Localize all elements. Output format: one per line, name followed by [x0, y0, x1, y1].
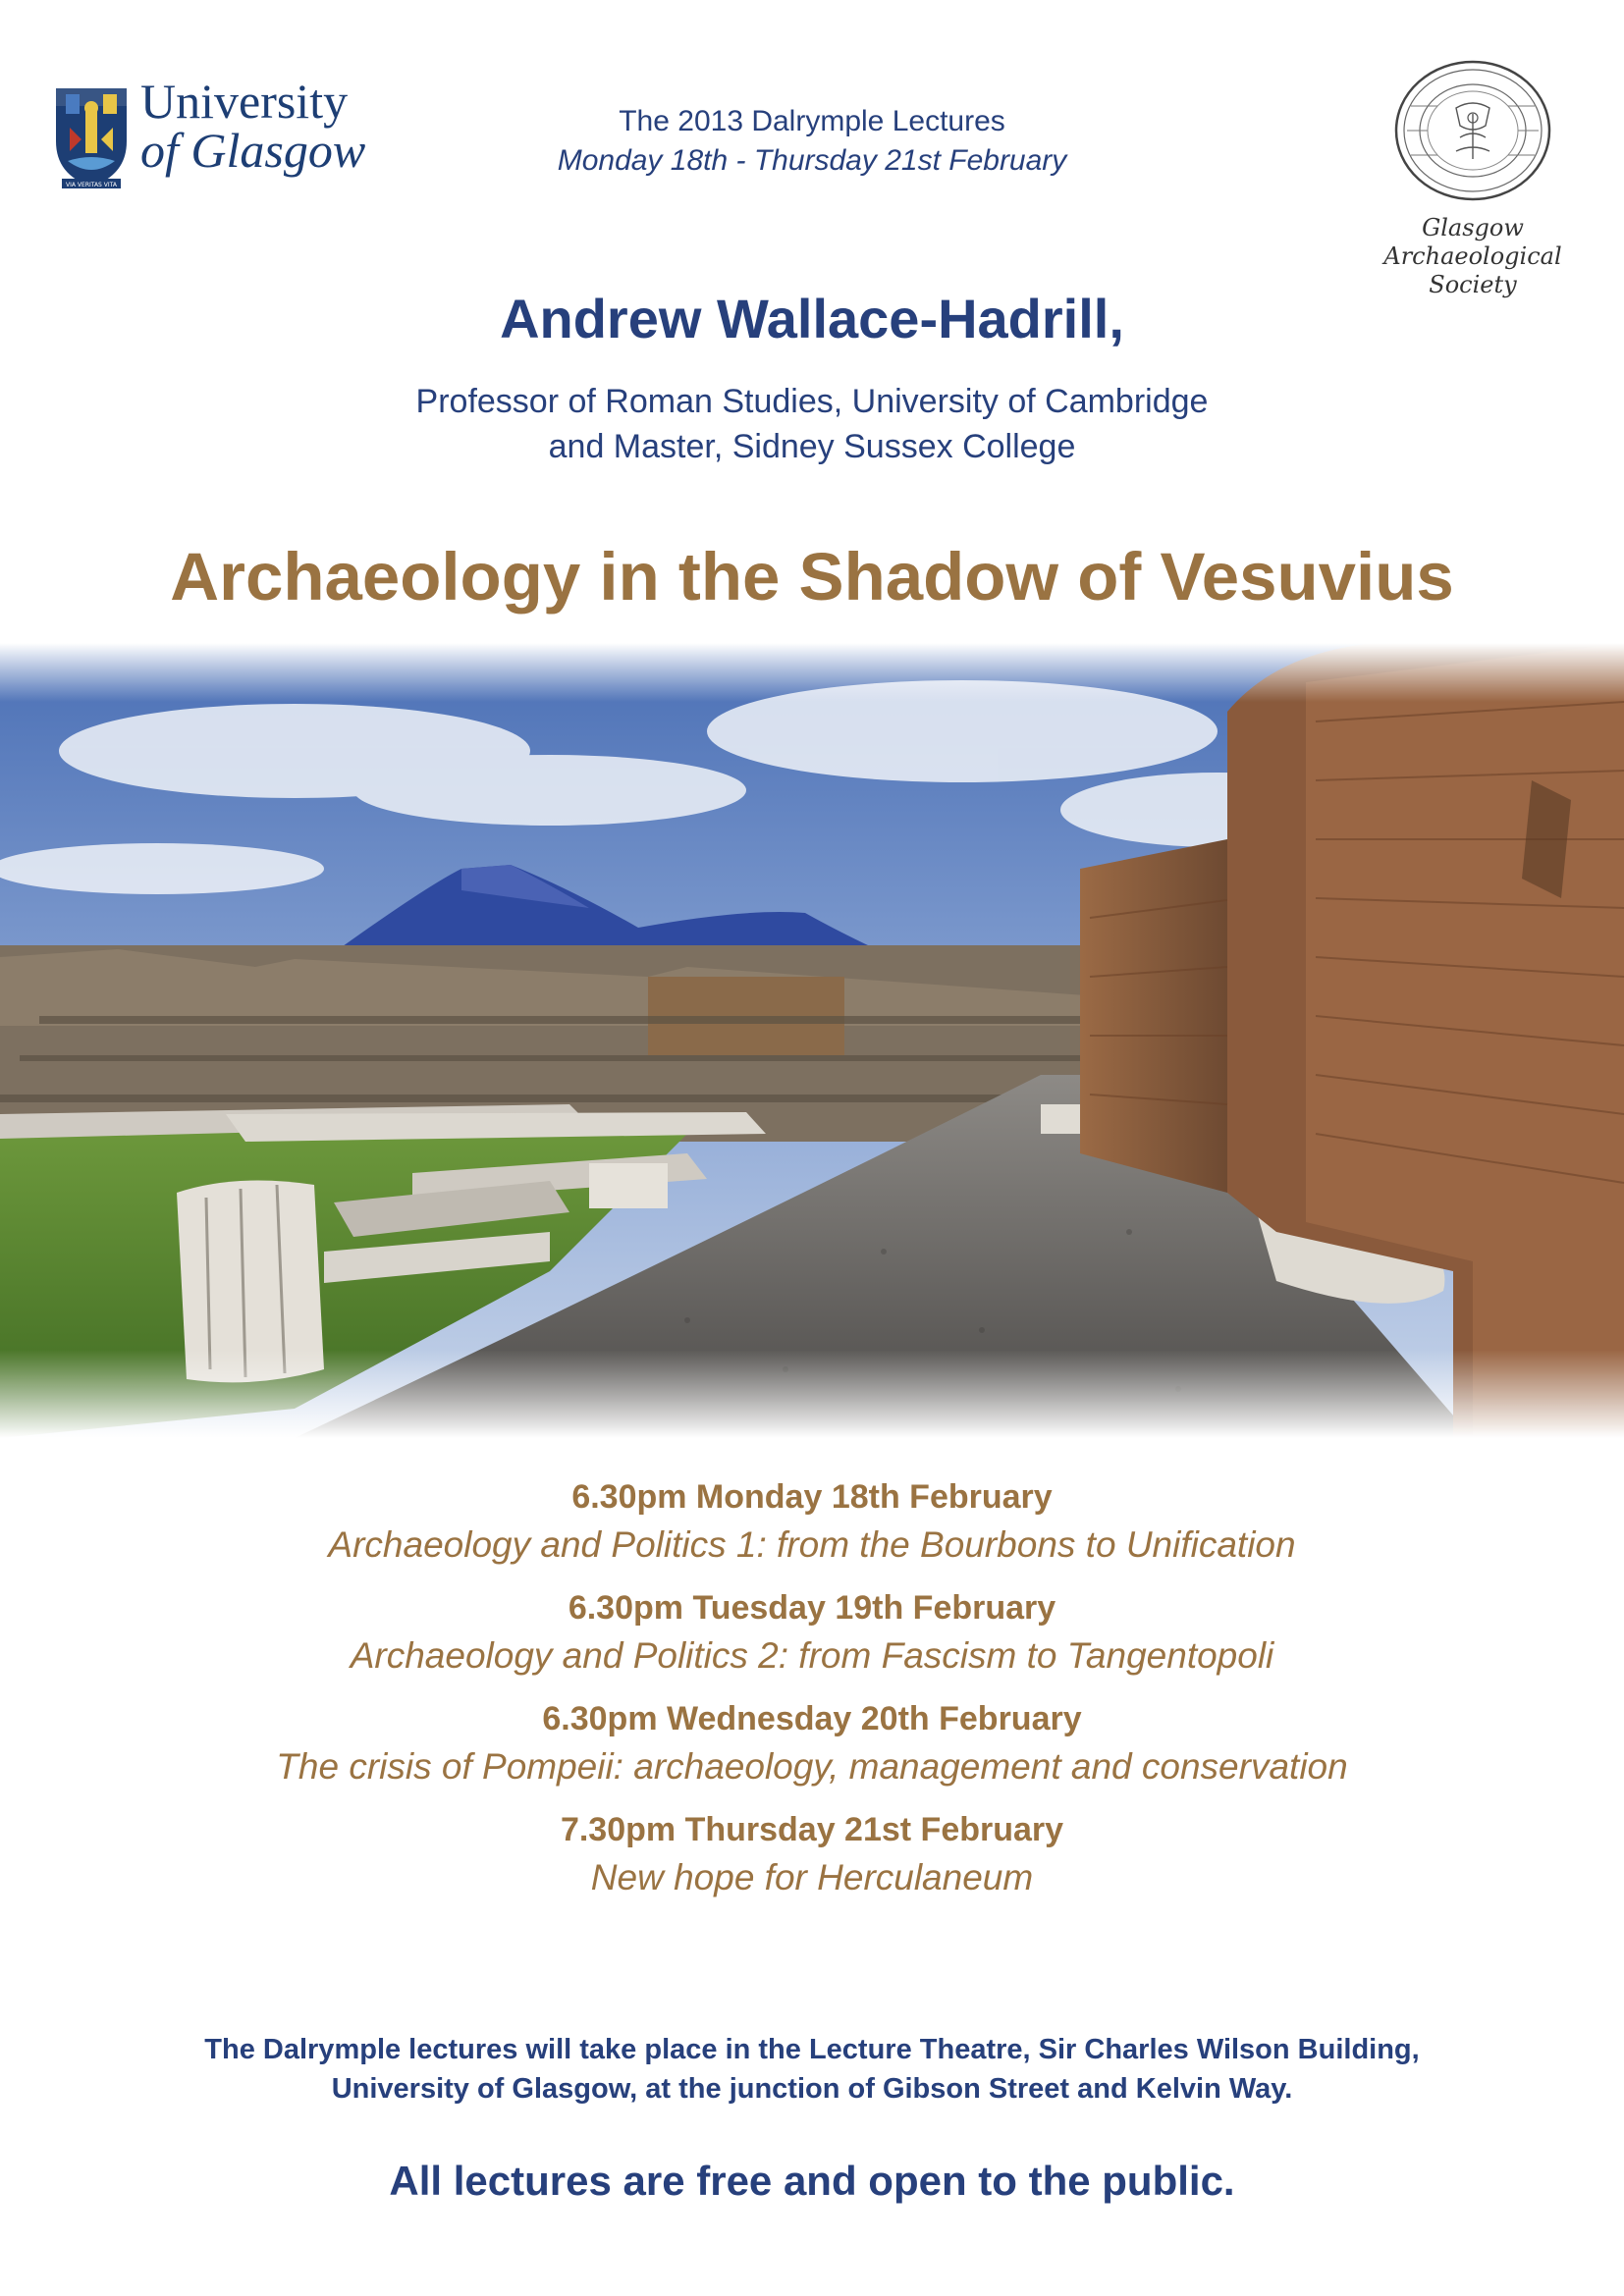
lecture-time: 6.30pm Tuesday 19th February — [568, 1589, 1056, 1627]
lecture-time: 7.30pm Thursday 21st February — [560, 1811, 1064, 1848]
affiliation-line1: Professor of Roman Studies, University of Cambridge — [415, 383, 1209, 420]
lecture-item — [0, 1585, 1624, 1681]
society-name-line1: Glasgow — [1422, 214, 1524, 241]
speaker-name: Andrew Wallace-Hadrill, — [500, 288, 1124, 349]
series-title: The 2013 Dalrymple Lectures — [619, 105, 1005, 137]
society-seal-icon — [1391, 57, 1554, 204]
lecture-title: Archaeology and Politics 2: from Fascism to Tangentopoli — [350, 1635, 1274, 1676]
lecture-time: 6.30pm Wednesday 20th February — [542, 1700, 1082, 1737]
lecture-series-title: Archaeology in the Shadow of Vesuvius — [170, 539, 1454, 614]
lecture-title: New hope for Herculaneum — [590, 1857, 1034, 1897]
affiliation-line2: and Master, Sidney Sussex College — [548, 428, 1076, 465]
venue-info — [0, 2030, 1624, 2109]
society-logo — [1360, 57, 1586, 312]
university-motto: VIA VERITAS VITA — [66, 182, 117, 188]
university-name-line1: University — [140, 74, 349, 129]
series-dates: Monday 18th - Thursday 21st February — [557, 144, 1067, 177]
lecture-item — [0, 1807, 1624, 1902]
lecture-title: The crisis of Pompeii: archaeology, management and conservation — [276, 1746, 1348, 1787]
lecture-schedule — [0, 1474, 1624, 1918]
lecture-item — [0, 1474, 1624, 1570]
lecture-item — [0, 1696, 1624, 1791]
lecture-title: Archaeology and Politics 1: from the Bourbons to Unification — [328, 1524, 1296, 1565]
venue-line2: University of Glasgow, at the junction of Gibson Street and Kelvin Way. — [331, 2073, 1293, 2105]
speaker-affiliation — [0, 379, 1624, 469]
university-name-line2: of Glasgow — [140, 123, 366, 178]
society-name-line2: Archaeological — [1383, 242, 1562, 270]
society-name-line3: Society — [1429, 271, 1517, 298]
lecture-time: 6.30pm Monday 18th February — [571, 1478, 1053, 1516]
admission-note: All lectures are free and open to the public. — [389, 2158, 1235, 2204]
pompeii-vesuvius-photo — [0, 643, 1624, 1438]
venue-line1: The Dalrymple lectures will take place in the Lecture Theatre, Sir Charles Wilson Building, — [204, 2034, 1420, 2065]
